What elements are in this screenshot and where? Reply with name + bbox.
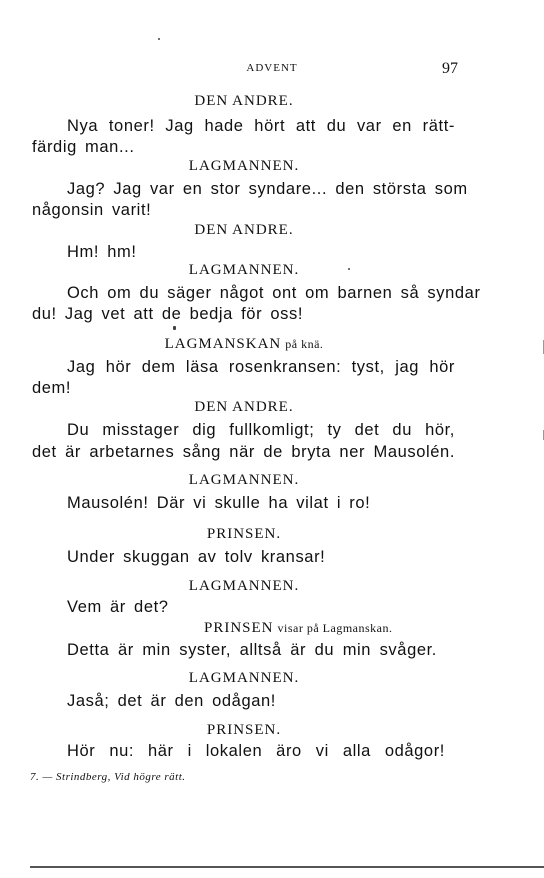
speech-line: Och om du säger något ont om barnen så syndar <box>67 284 481 302</box>
speaker-name: DEN ANDRE. <box>194 93 294 109</box>
speaker-name: PRINSEN. <box>206 526 282 542</box>
speaker-name: LAGMANNEN. <box>188 262 300 278</box>
speech-line: Vem är det? <box>67 598 169 616</box>
speaker-name: PRINSEN. <box>206 722 282 738</box>
speaker-name: DEN ANDRE. <box>194 222 294 238</box>
speaker-name: LAGMANSKAN <box>164 336 282 352</box>
speaker-name-with-direction <box>0 336 488 353</box>
speech-line: Nya toner! Jag hade hört att du var en rätt- <box>67 117 455 135</box>
speech-line: Under skuggan av tolv kransar! <box>67 548 326 566</box>
speech-line: Jag hör dem läsa rosenkransen: tyst, jag hör <box>67 358 455 376</box>
speech-line: du! Jag vet att de bedja för oss! <box>32 305 304 323</box>
speaker-name: DEN ANDRE. <box>194 399 294 415</box>
speech-line: Hm! hm! <box>67 243 137 261</box>
speech-line: Detta är min syster, alltså är du min svåger. <box>67 641 437 659</box>
speech-line: Du misstager dig fullkomligt; ty det du hör, <box>67 421 455 439</box>
speech-line: någonsin varit! <box>32 201 152 219</box>
page-header <box>0 62 544 82</box>
speech-line: färdig man... <box>32 138 135 156</box>
stage-direction: på knä. <box>285 337 324 351</box>
speech-line: det är arbetarnes sång när de bryta ner Mausolén. <box>32 443 455 461</box>
speech-line: Jag? Jag var en stor syndare... den största som <box>67 180 468 198</box>
speech-line: Jaså; det är den odågan! <box>67 692 276 710</box>
page-bottom-edge <box>30 866 544 868</box>
print-speck <box>158 38 160 40</box>
speech-line: Mausolén! Där vi skulle ha vilat i ro! <box>67 494 371 512</box>
speech-line: dem! <box>32 379 72 397</box>
speaker-name: LAGMANNEN. <box>188 472 300 488</box>
speaker-name-with-direction <box>204 620 392 637</box>
speaker-name: LAGMANNEN. <box>188 578 300 594</box>
print-speck <box>173 326 176 330</box>
speaker-name: LAGMANNEN. <box>188 158 300 174</box>
speech-line: Hör nu: här i lokalen äro vi alla odågor! <box>67 742 445 760</box>
signature-mark: 7. — Strindberg, Vid högre rätt. <box>30 771 186 783</box>
stage-direction: visar på Lagmanskan. <box>277 621 393 635</box>
running-head: ADVENT <box>246 62 298 74</box>
speaker-name: PRINSEN <box>204 620 274 636</box>
page-number: 97 <box>442 60 458 77</box>
speaker-name: LAGMANNEN. <box>188 670 300 686</box>
